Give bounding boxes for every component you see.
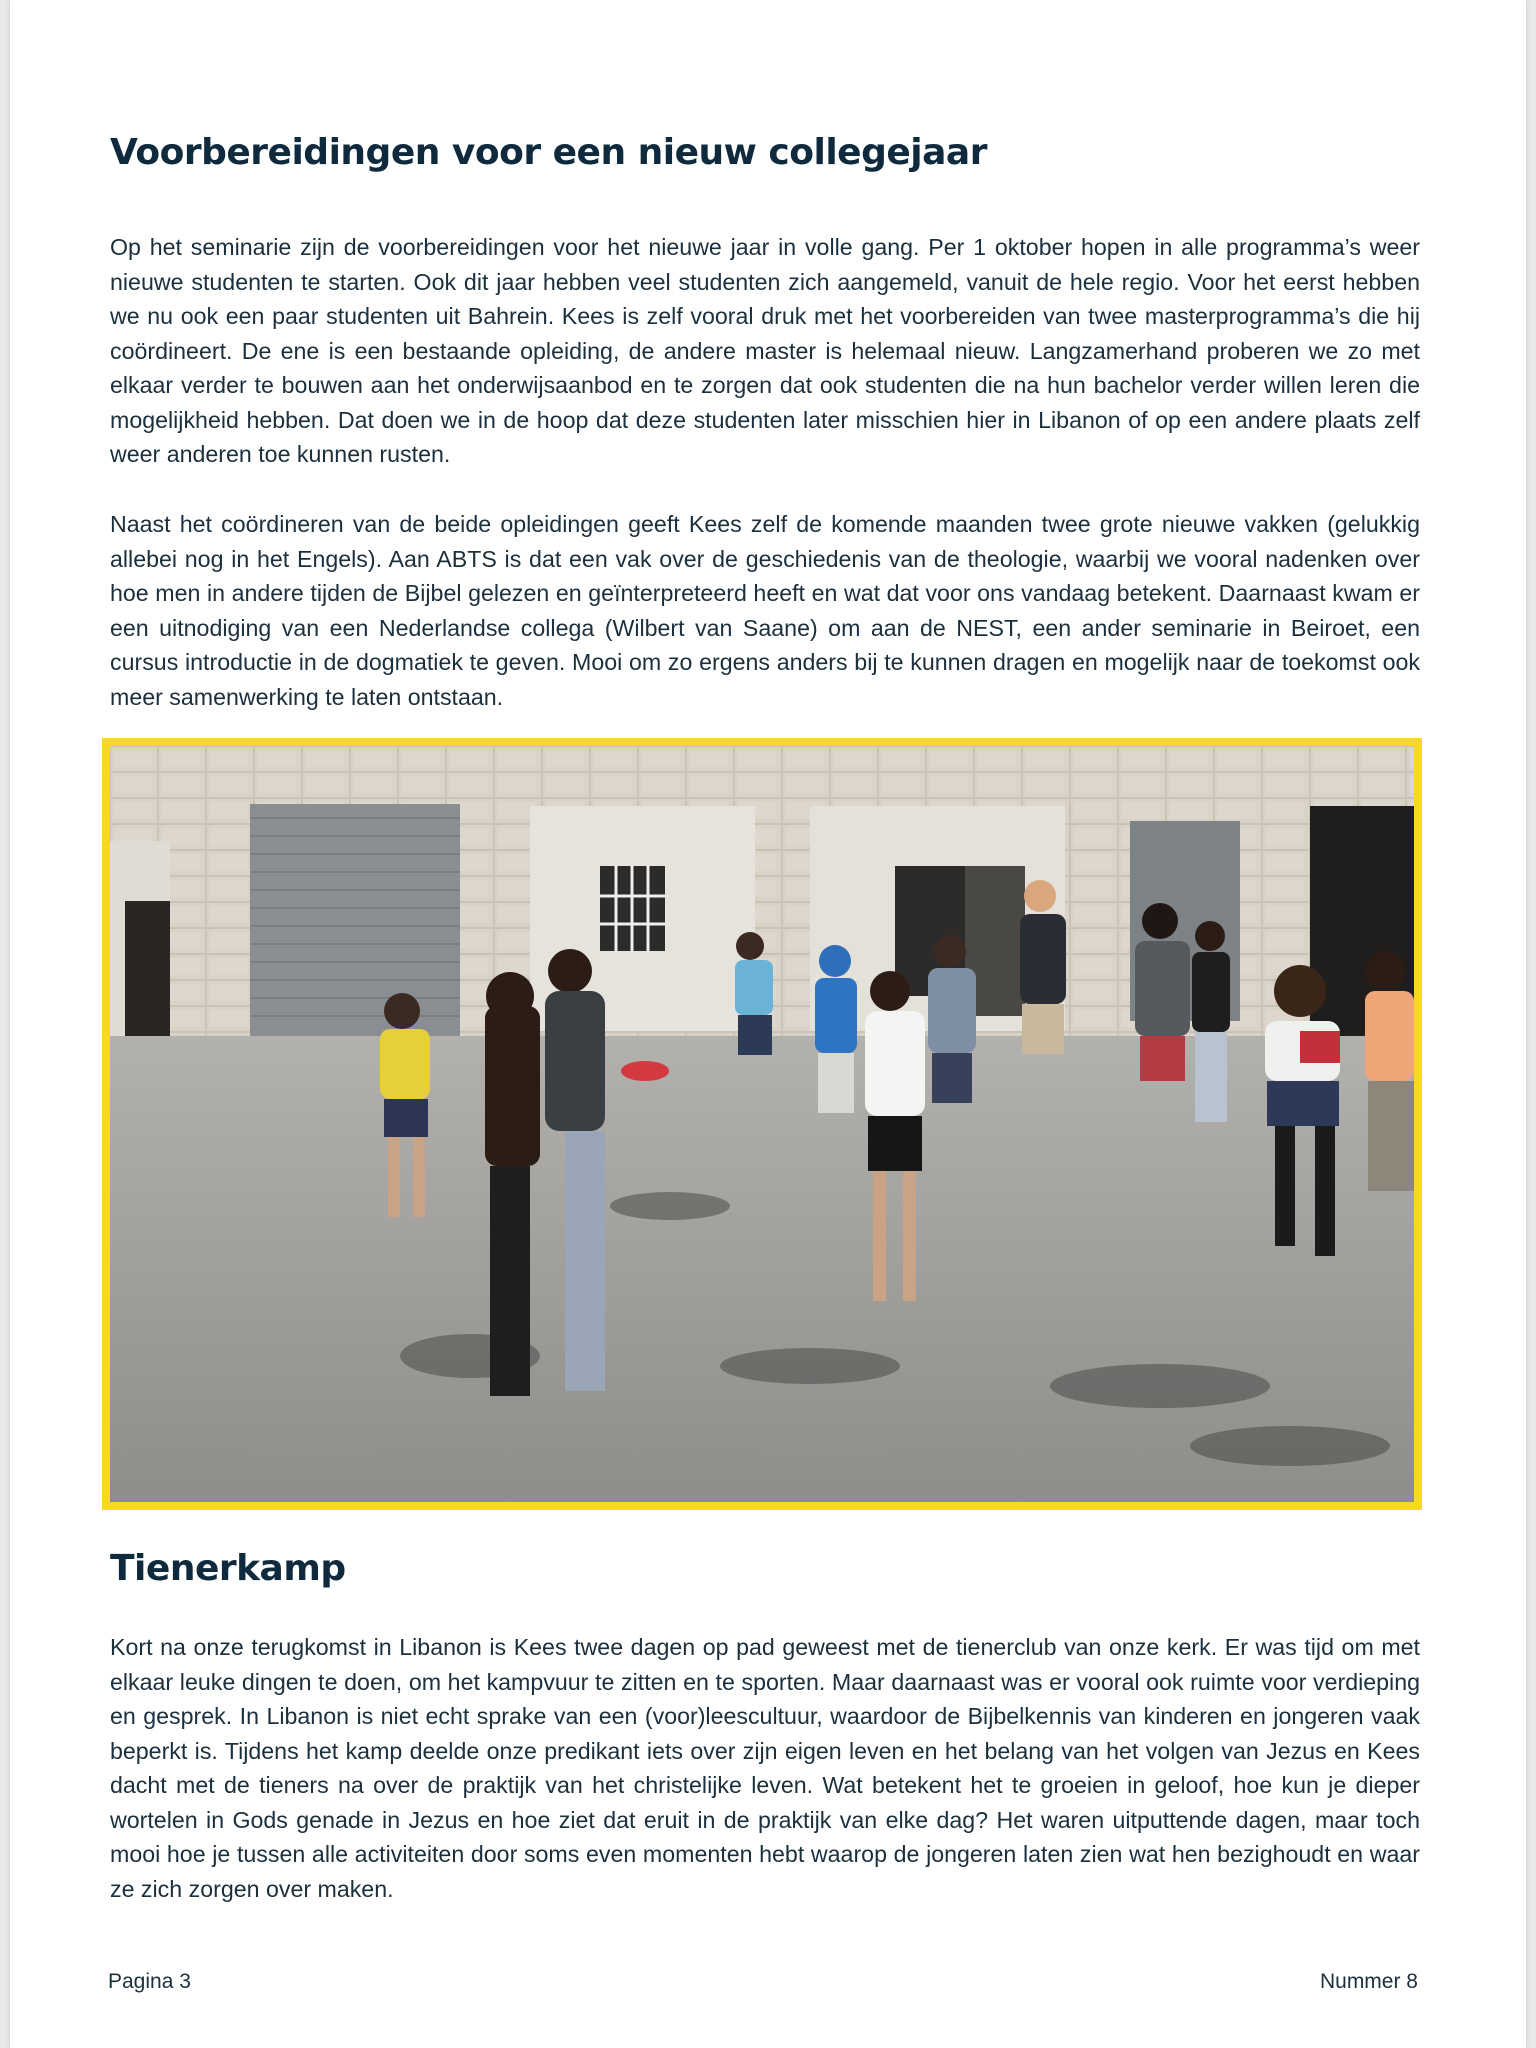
section-title-tienerkamp: Tienerkamp — [110, 1548, 346, 1589]
document-page — [10, 0, 1526, 2048]
footer-issue-number: Nummer 8 — [1319, 1970, 1418, 1993]
photo-frame — [102, 738, 1422, 1510]
teenagers-courtyard-photo — [110, 746, 1414, 1502]
section-title-collegejaar: Voorbereidingen voor een nieuw collegejaar — [110, 132, 987, 173]
paragraph-vakken: Naast het coördineren van de beide opleidingen geeft Kees zelf de komende maanden twee grote nieuwe vakken (gelukkig allebei nog in het Engels). Aan ABTS is dat een vak over de geschiedenis van de theologie, waarbij we vooral nadenken over hoe men in andere tijden de Bijbel gelezen en geïnterpreteerd heeft en wat dat voor ons vandaag betekent. Daarnaast kwam er een uitnodiging van een Nederlandse collega (Wilbert van Saane) om aan de NEST, een ander seminarie in Beiroet, een cursus introductie in de dogmatiek te geven. Mooi om zo ergens anders bij te kunnen dragen en mogelijk naar de toekomst ook meer samenwerking te laten ontstaan. — [110, 511, 1420, 710]
paragraph-seminarie: Op het seminarie zijn de voorbereidingen voor het nieuwe jaar in volle gang. Per 1 oktober hopen in alle programma’s weer nieuwe studenten te starten. Ook dit jaar hebben veel studenten zich aangemeld, vanuit de hele regio. Voor het eerst hebben we nu ook een paar studenten uit Bahrein. Kees is zelf vooral druk met het voorbereiden van twee masterprogramma’s die hij coördineert. De ene is een bestaande opleiding, de andere master is helemaal nieuw. Langzamerhand proberen we zo met elkaar verder te bouwen aan het onderwijsaanbod en te zorgen dat ook studenten die na hun bachelor verder willen leren die mogelijkheid hebben. Dat doen we in de hoop dat deze studenten later misschien hier in Libanon of op een andere plaats zelf weer anderen toe kunnen rusten. — [110, 234, 1420, 467]
footer-page-number: Pagina 3 — [108, 1970, 191, 1993]
paragraph-tienerkamp: Kort na onze terugkomst in Libanon is Kees twee dagen op pad geweest met de tienerclub van onze kerk. Er was tijd om met elkaar leuke dingen te doen, om het kampvuur te zitten en te sporten. Maar daarnaast was er vooral ook ruimte voor verdieping en gesprek. In Libanon is niet echt sprake van een (voor)leescultuur, waardoor de Bijbelkennis van kinderen en jongeren vaak beperkt is. Tijdens het kamp deelde onze predikant iets over zijn eigen leven en het belang van het volgen van Jezus en Kees dacht met de tieners na over de praktijk van het christelijke leven. Wat betekent het te groeien in geloof, hoe kun je dieper wortelen in Gods genade in Jezus en hoe ziet dat eruit in de praktijk van elke dag? Het waren uitputtende dagen, maar toch mooi hoe je tussen alle activiteiten door soms even momenten hebt waarop de jongeren laten zien wat hen bezighoudt en waar ze zich zorgen over maken. — [110, 1634, 1420, 1902]
